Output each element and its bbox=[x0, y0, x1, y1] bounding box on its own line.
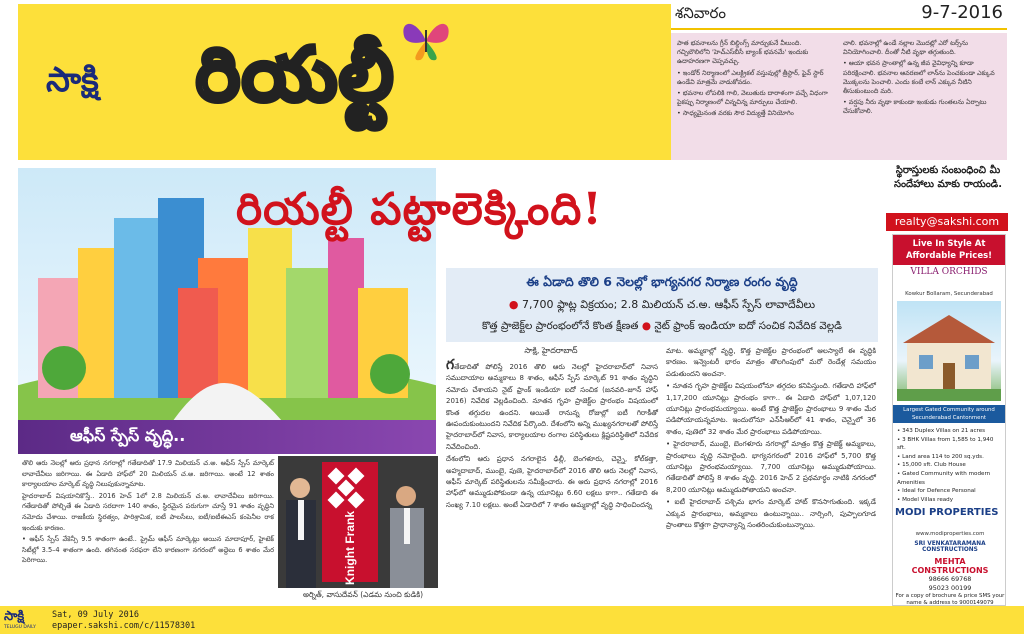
ad-feature: • Model Villas ready bbox=[897, 496, 954, 503]
section-title: రియల్టీ bbox=[196, 32, 396, 118]
article-paragraph: • హైదరాబాద్, ముంబై, బెంగళూరు నగరాల్లో మాత్రం కొత్త ప్రాజెక్ట్ అమ్మకాలు, ప్రారంభాలు వృద్ధి నమోదైంది. భాగ్యనగరంలో 2016 హాఫ్‌లో 5,700 కొత్త యూనిట్లు ప్రారంభమయ్యాయి. 7,700 యూనిట్లు అమ్ముడుపోయాయి. గతేడాదితో పోలిస్తే 8 శాతం వృద్ధి. 2016 హెచ్ 2 ప్రథమార్ధం నాటికి నగరంలో 8,200 యూనిట్లు అమ్ముడుపోతాయని అంచనా. bbox=[666, 440, 876, 494]
headline: రియల్టీ పట్టాలెక్కింది! bbox=[236, 184, 603, 235]
byline: సాక్షి, హైదరాబాద్ bbox=[524, 346, 578, 355]
ad-feature: • Ideal for Defence Personal bbox=[897, 488, 976, 495]
photo-caption: అర్నిత్, వాసుదేవన్ (ఎడమ నుంచి కుడికి) bbox=[302, 590, 424, 599]
office-paragraph: • ఆఫీస్ స్పేస్ వేకెన్సీ 9.5 శాతంగా ఉంటే.. ప్రైమ్ ఆఫీస్ మార్కెట్లు అయిన మాదాపూర్, హైటెక్ సిటీల్లో 3.5–4 శాతంగా ఉంది. తగినంత సరఫరా లేని కారణంగా నగరంలో అద్దెలు 6 శాతం మేర పెరిగాయి. bbox=[22, 535, 274, 565]
footer-url[interactable]: epaper.sakshi.com/c/11578301 bbox=[52, 621, 196, 631]
footer-date: Sat, 09 July 2016 bbox=[52, 610, 139, 620]
subheadline-point-text: 7,700 ఫ్లాట్ల విక్రయం; 2.8 మిలియన్ చ.అ. ఆఫీస్ స్పేస్ లావాదేవీలు bbox=[521, 298, 816, 311]
subheadline-point-text: కొత్త ప్రాజెక్ట్‌ల ప్రారంభంలోనే కొంత క్షీణత bbox=[482, 320, 639, 332]
article-paragraph: • ఐటీ హైదరాబాద్ పశ్చిమ భాగం మార్కెట్ హాట్ కొనసాగుతుంది. ఇక్కడే ఎక్కువ ప్రారంభాలు, అమ్మకాలు ఉంటున్నాయి.. నార్సింగి, పుప్పాలగూడ ప్రాంతాలు కొత్తగా ప్రాధాన్యాన్ని సంతరించుకుంటున్నాయి. bbox=[666, 498, 876, 530]
reader-query-note: స్థిరాస్తులకు సంబంధించి మీ సందేహాలు మాకు రాయండి. bbox=[893, 165, 1003, 190]
article-paragraph: • నూతన గృహ ప్రాజెక్ట్‌ల విషయంలోనూ తగ్గదల కనిపిస్తుంది. గతేడాది హాఫ్‌లో 1,17,200 యూనిట్లు ప్రారంభం కాగా.. ఈ ఏడాది హాఫ్‌లో 1,07,120 యూనిట్లు ప్రారంభమయ్యాయి. అంటే కొత్త ప్రాజెక్ట్‌ల ప్రారంభాలు 9 శాతం మేర పడిపోయాయన్నమాట. ఇందులోనూ ఎన్‌సీఆర్‌లో 41 శాతం, చెన్నైలో 36 శాతం, పుణెలో 32 శాతం మేర ప్రారంభాలు పడిపోయాయి. bbox=[666, 382, 876, 436]
office-section-title: ఆఫీస్ స్పేస్ వృద్ధి.. bbox=[70, 426, 186, 445]
ad-brand-venkataramana: SRI VENKATARAMANA CONSTRUCTIONS bbox=[914, 541, 986, 553]
butterfly-icon bbox=[398, 16, 454, 66]
page-footer bbox=[0, 606, 1024, 634]
bullet-icon: ● bbox=[638, 320, 655, 332]
dateline-date: 9-7-2016 bbox=[921, 2, 1003, 23]
advertisement bbox=[892, 234, 1006, 606]
teaser-paragraph: • వర్షపు నీరు వృథా కాకుండా ఇంకుడు గుంతలను ఏర్పాటు చేసుకోవాలి. bbox=[843, 98, 987, 116]
teaser-column-2 bbox=[843, 39, 1001, 119]
teaser-paragraph: చాలి. భవనాల్లో ఉండే నల్లాల మొదట్లో ఎరో టర్స్‌ను వినియోగించాలి. దీంతో నీటి వృథా తగ్గుతుంది. bbox=[843, 39, 968, 57]
ad-header: Live In Style At Affordable Prices! bbox=[893, 235, 1005, 265]
bullet-icon: ● bbox=[508, 298, 522, 311]
subheadline-points bbox=[446, 320, 878, 335]
ad-feature: • Gated Community with modern Amenities bbox=[897, 470, 991, 486]
article-paragraph: మాట. అమ్మకాల్లో వృద్ధి, కొత్త ప్రాజెక్ట్‌ల ప్రారంభంలో ఆలస్యాలే ఈ వృద్ధికి కారణం. ఇన్వెంటరీ భారం మాత్రం తొలగింపులో మరో రెండేళ్ల సమయం పడుతుందని అంచనా. bbox=[666, 347, 876, 378]
office-paragraph: తొలి ఆరు నెలల్లో ఆరు ప్రధాన నగరాల్లో గతేడాదితో 17.9 మిలియన్ చ.అ. ఆఫీస్ స్పేస్ మార్కెట్ లావాదేవీలు జరిగాయి. ఈ ఏడాది హాఫ్‌లో 20 మిలియన్ చ.అ. జరిగాయి. అంటే 12 శాతం కార్యాలయాల మార్కెట్ వృద్ధి నిలుపుకున్నామాట. bbox=[22, 459, 274, 489]
subheadline-point bbox=[446, 298, 878, 314]
masthead bbox=[18, 4, 671, 160]
article-column-1 bbox=[446, 357, 658, 512]
ad-feature: • Land area 114 to 200 sq.yds. bbox=[897, 453, 984, 460]
office-section-header bbox=[18, 420, 436, 454]
teaser-paragraph: పాత భవనాలను గ్రీన్ బిల్డింగ్స్ మార్చుకునే వీలుంది. గచ్చిబౌలిలోని 'హెచ్‌ఎస్‌బీసీ బ్యాంక్ భవనమే' ఇందుకు ఉదాహరణగా చెప్పవచ్చు. bbox=[677, 39, 809, 66]
dateline bbox=[671, 0, 1007, 30]
footer-tagline: TELUGU DAILY bbox=[4, 625, 36, 630]
contact-email: realty@sakshi.com bbox=[886, 213, 1008, 231]
dateline-day: శనివారం bbox=[675, 4, 727, 22]
article-paragraph: గతేడాదితో పోలిస్తే 2016 తొలి ఆరు నెలల్లో హైదరాబాద్‌లో నివాస సముదాయాల అమ్మకాలు 8 శాతం, ఆఫీస్ స్పేస్ మార్కెట్ 91 శాతం వృద్ధిని నమోదు చేశాయని నైట్ ఫ్రాంక్ ఇండియా ఐదో సంచిక (జనవరి–జూన్ హాఫ్ 2016) నివేదిక వెల్లడించింది. నూతన గృహ ప్రాజెక్ట్‌ల ప్రారంభం విషయంలో కొంత తగ్గుదల ఉందని. అయితే రానున్న రోజుల్లో ఐటీ గిరాకీతో ఊపందుకుంటుందని నివేదిక పేర్కొంది. దేశంలోని అన్ని ముఖ్యనగరాలతో పోలిస్తే హైదరాబాద్‌లో నివాస, కార్యాలయాల రంగాల పరిస్థితులు క్లిష్టపరిస్థితిలో నివేదిక నివేదించింది. bbox=[446, 357, 658, 451]
subheadline-box bbox=[446, 268, 878, 342]
article-column-2 bbox=[666, 346, 876, 533]
ad-features bbox=[897, 427, 1003, 504]
ad-tagline: Largest Gated Community around Secunderabad Cantonment bbox=[893, 405, 1005, 423]
article-paragraph: దేశంలోని ఆరు ప్రధాన నగరాలైన ఢిల్లీ, బెంగళూరు, చెన్నై, కోల్‌కత్తా, అహ్మదాబాద్, ముంబై, పుణె, హైదరాబాద్‌లో 2016 తొలి ఆరు నెలల్లో నివాస, ఆఫీస్ మార్కెట్ పరిస్థితులను సమీక్షించారు. ఈ ఆరు ప్రధాన నగరాల్లో 2016 హాఫ్‌లో అమ్ముడుపోకుండా ఉన్న యూనిట్లు 6.60 లక్షలు కాగా.. గతేడాది ఈ సంఖ్య 7.10 లక్షలు. అంటే ఏడాదిలో 7 శాతం అమ్మకాల్లో వృద్ధి సాధించిందన్న bbox=[446, 455, 658, 509]
footer-logo: సాక్షి bbox=[4, 609, 25, 624]
ad-footer: For a copy of brochure & price SMS your name & address to 9000149079 bbox=[895, 593, 1005, 606]
teaser-paragraph: • భవనాల లోపలికి గాలి, వెలుతురు దారాళంగా వచ్చే విధంగా పైకప్పు నిర్మాణంలో చిన్నచిన్న మార్పులు చేయాలి. bbox=[677, 89, 828, 107]
ad-feature: • 343 Duplex Villas on 21 acres bbox=[897, 428, 986, 434]
ad-feature: • 3 BHK Villas from 1,585 to 1,940 sft. bbox=[897, 436, 994, 452]
teaser-paragraph: • ఆయా భవన ప్రాంతాల్లో ఉన్న జీవ వైవిధ్యాన్ని కూడా పరిరక్షించాలి. భవనాల ఆవరణలో లాన్‌ను పెంచకుండా ఎక్కువ మొక్కలను పెంచాలి. ఎందు కంటే లాన్ ఎక్కువ నీటిని తీసుకుంటుంది మరి. bbox=[843, 59, 995, 96]
ad-phone: 95023 00199 bbox=[928, 584, 972, 592]
ad-brand-modi: MODI PROPERTIES bbox=[895, 507, 999, 518]
teaser-box bbox=[671, 33, 1007, 160]
ad-brand-mehta: MEHTA CONSTRUCTIONS bbox=[911, 557, 989, 575]
footer-meta bbox=[52, 610, 195, 632]
office-section-text bbox=[22, 458, 274, 567]
ad-project-logo: VILLA ORCHIDS bbox=[910, 267, 988, 277]
ad-villa-image bbox=[897, 301, 1001, 401]
teaser-paragraph: • ఇండోర్ నిర్మాణంలో ఎలక్ట్రికల్ వస్తువుల్లో త్రీస్టార్, ఫైవ్ స్టార్ ఉండేవి మాత్రమే వాడుకోవడం. bbox=[677, 68, 824, 86]
masthead-brand: సాక్షి bbox=[46, 60, 99, 100]
subheadline: ఈ ఏడాది తొలి 6 నెలల్లో భాగ్యనగర నిర్మాణ రంగం వృద్ధి bbox=[526, 274, 798, 289]
ad-phone: 98666 69768 bbox=[928, 575, 972, 583]
ad-phones bbox=[895, 575, 1005, 593]
teaser-paragraph: • సాధ్యమైనంత వరకు సౌర విద్యుత్తే వినియోగిం bbox=[677, 109, 794, 118]
photo-sign-text: Knight Frank bbox=[343, 511, 357, 585]
office-paragraph: హైదరాబాద్ విషయానికొస్తే.. 2016 హెచ్ 1లో 2.8 మిలియన్ చ.అ. లావాదేవీలు జరిగాయి. గతేడాదితో పోల్చితే ఈ ఏడాది సరదాగా 140 శాతం, స్థిరమైన పరుగుగా చూస్తే 91 శాతం వృద్ధిని నమోదు చేశాయి. రాజకీయ స్థిరత్వం, పారిశ్రామిక, ఐటీ పాలసీలు, ఐటీ/ఐటీఈఎస్ కంపెనీల రాక ఇందుకు కారణం. bbox=[22, 491, 274, 532]
ad-location: Kowkur Bollaram, Secunderabad bbox=[905, 291, 993, 297]
ad-url: www.modiproperties.com bbox=[915, 531, 985, 537]
press-photo bbox=[278, 456, 438, 588]
subheadline-point-text: నైట్ ఫ్రాంక్ ఇండియా ఐదో సంచిక నివేదిక వెల్లడి bbox=[654, 320, 842, 332]
ad-feature: • 15,000 sft. Club House bbox=[897, 462, 966, 469]
teaser-column-1 bbox=[677, 39, 835, 121]
